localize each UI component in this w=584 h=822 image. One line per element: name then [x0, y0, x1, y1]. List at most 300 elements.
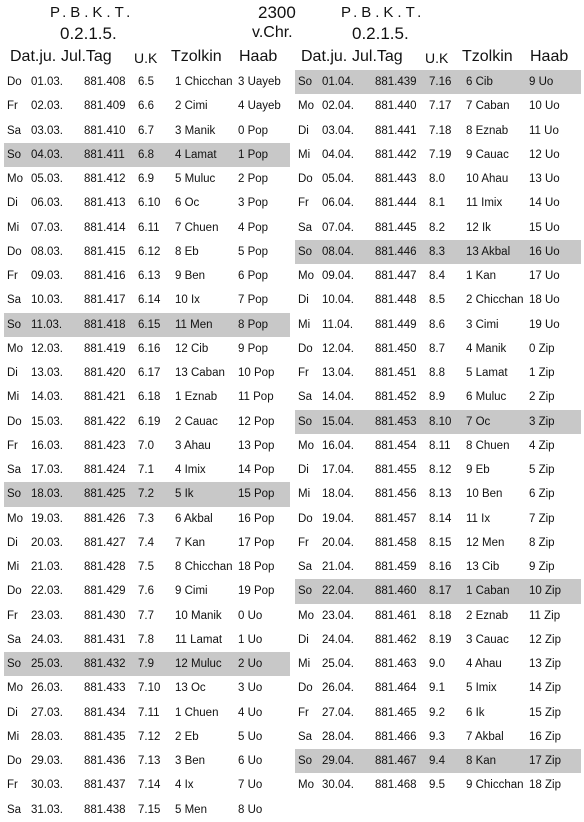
julian-day-cell: 881.439 — [375, 76, 417, 88]
haab-cell: 2 Pop — [238, 173, 269, 185]
weekday-cell: Do — [7, 415, 22, 428]
julian-day-cell: 881.422 — [84, 415, 126, 428]
tzolkin-cell: 12 Muluc — [175, 658, 222, 670]
tzolkin-cell: 8 Chicchan — [175, 561, 233, 573]
table-row — [295, 652, 581, 676]
haab-cell: 12 Uo — [529, 148, 560, 161]
date-cell: 06.04. — [322, 197, 354, 210]
header-uk: U.K — [134, 50, 158, 66]
date-cell: 01.03. — [31, 76, 63, 88]
haab-cell: 8 Zip — [529, 536, 555, 549]
weekday-cell: Di — [7, 197, 18, 210]
table-row — [295, 167, 581, 191]
haab-cell: 14 Uo — [529, 197, 560, 210]
table-row — [295, 264, 581, 288]
table-row — [4, 676, 290, 700]
table-row — [295, 361, 581, 385]
table-row — [4, 119, 290, 143]
haab-cell: 1 Pop — [238, 148, 269, 161]
weekday-cell: Mo — [7, 173, 23, 185]
table-row — [4, 555, 290, 579]
tzolkin-cell: 5 Muluc — [175, 173, 216, 185]
haab-cell: 15 Pop — [238, 488, 275, 501]
table-row — [295, 434, 581, 458]
weekday-cell: Mo — [298, 439, 314, 452]
weekday-cell: Mo — [7, 682, 23, 695]
julian-day-cell: 881.425 — [84, 488, 126, 501]
weekday-cell: Mo — [298, 270, 314, 282]
haab-cell: 12 Pop — [238, 415, 275, 428]
tzolkin-cell: 4 Imix — [175, 464, 206, 476]
date-cell: 12.04. — [322, 342, 354, 355]
header-tzolkin: Tzolkin — [171, 48, 222, 65]
date-cell: 08.03. — [31, 245, 63, 258]
uk-cell: 6.15 — [138, 318, 161, 331]
haab-cell: 16 Uo — [529, 245, 560, 258]
tzolkin-cell: 8 Kan — [466, 755, 497, 767]
header-jul: Jul.Tag — [352, 48, 403, 65]
weekday-cell: Sa — [7, 633, 22, 646]
date-cell: 10.04. — [322, 294, 354, 307]
julian-day-cell: 881.417 — [84, 294, 126, 307]
table-row — [4, 167, 290, 191]
tzolkin-cell: 10 Ix — [175, 294, 200, 307]
tzolkin-cell: 9 Cimi — [175, 585, 208, 598]
tzolkin-cell: 2 Eznab — [466, 609, 509, 622]
haab-cell: 11 Pop — [238, 391, 274, 404]
haab-cell: 8 Uo — [238, 803, 263, 816]
weekday-cell: Fr — [298, 706, 309, 719]
julian-day-cell: 881.413 — [84, 197, 126, 210]
header-dat: Dat.ju. — [301, 48, 348, 65]
julian-day-cell: 881.408 — [84, 76, 126, 88]
table-row — [4, 507, 290, 531]
date-cell: 22.04. — [322, 585, 354, 598]
julian-day-cell: 881.441 — [375, 124, 417, 137]
julian-day-cell: 881.451 — [375, 367, 417, 379]
tzolkin-cell: 7 Chuen — [175, 221, 219, 234]
weekday-cell: Do — [298, 512, 313, 525]
weekday-cell: Fr — [298, 367, 309, 379]
uk-cell: 8.6 — [429, 318, 445, 331]
uk-cell: 6.13 — [138, 270, 161, 282]
haab-cell: 0 Uo — [238, 609, 263, 622]
haab-cell: 6 Zip — [529, 488, 555, 501]
weekday-cell: Fr — [7, 779, 18, 792]
uk-cell: 8.2 — [429, 221, 445, 234]
date-cell: 06.03. — [31, 197, 63, 210]
weekday-cell: Sa — [298, 391, 313, 404]
weekday-cell: Sa — [7, 124, 22, 137]
table-row — [295, 94, 581, 118]
julian-day-cell: 881.466 — [375, 730, 417, 743]
julian-day-cell: 881.409 — [84, 100, 126, 113]
haab-cell: 4 Zip — [529, 439, 555, 452]
haab-cell: 10 Uo — [529, 100, 560, 113]
date-cell: 18.03. — [31, 488, 63, 501]
julian-day-cell: 881.433 — [84, 682, 126, 695]
table-row — [4, 701, 290, 725]
date-cell: 18.04. — [322, 488, 354, 501]
tzolkin-cell: 2 Chicchan — [466, 294, 524, 307]
tzolkin-cell: 13 Cib — [466, 561, 500, 573]
date-cell: 16.04. — [322, 439, 354, 452]
weekday-cell: Sa — [7, 464, 22, 476]
date-cell: 05.04. — [322, 173, 354, 185]
table-row — [295, 216, 581, 240]
date-cell: 03.03. — [31, 124, 63, 137]
date-cell: 14.03. — [31, 391, 63, 404]
haab-cell: 5 Pop — [238, 245, 269, 258]
uk-cell: 7.0 — [138, 439, 154, 452]
tzolkin-cell: 1 Kan — [466, 270, 497, 282]
tzolkin-cell: 7 Akbal — [466, 730, 504, 743]
uk-cell: 8.12 — [429, 464, 452, 476]
julian-day-cell: 881.464 — [375, 682, 417, 695]
weekday-cell: Fr — [7, 439, 18, 452]
uk-cell: 9.5 — [429, 779, 445, 792]
julian-day-cell: 881.421 — [84, 391, 126, 404]
uk-cell: 8.17 — [429, 585, 452, 598]
tzolkin-cell: 1 Chicchan — [175, 76, 233, 88]
tzolkin-cell: 10 Manik — [175, 609, 222, 622]
uk-cell: 7.1 — [138, 464, 154, 476]
weekday-cell: Di — [298, 633, 309, 646]
table-row — [295, 410, 581, 434]
julian-day-cell: 881.465 — [375, 706, 417, 719]
right-table — [295, 48, 581, 798]
tzolkin-cell: 3 Cauac — [466, 633, 509, 646]
haab-cell: 4 Uayeb — [238, 100, 281, 113]
haab-cell: 17 Zip — [529, 755, 561, 767]
julian-day-cell: 881.456 — [375, 488, 417, 501]
date-cell: 21.04. — [322, 561, 354, 573]
julian-day-cell: 881.429 — [84, 585, 126, 598]
table-row — [295, 313, 581, 337]
weekday-cell: Mo — [298, 100, 314, 113]
weekday-cell: Mi — [7, 391, 20, 404]
table-row — [295, 458, 581, 482]
tzolkin-cell: 9 Ben — [175, 270, 206, 282]
haab-cell: 15 Uo — [529, 221, 560, 234]
tzolkin-cell: 6 Muluc — [466, 391, 507, 404]
uk-cell: 6.5 — [138, 76, 154, 88]
table-row — [4, 434, 290, 458]
date-cell: 27.04. — [322, 706, 354, 719]
date-cell: 13.04. — [322, 367, 354, 379]
uk-cell: 9.1 — [429, 682, 445, 695]
haab-cell: 7 Pop — [238, 294, 269, 307]
table-row — [295, 531, 581, 555]
uk-cell: 7.6 — [138, 585, 154, 598]
date-cell: 29.04. — [322, 755, 354, 767]
julian-day-cell: 881.460 — [375, 585, 417, 598]
date-cell: 19.04. — [322, 512, 354, 525]
weekday-cell: So — [298, 76, 313, 88]
julian-day-cell: 881.430 — [84, 609, 126, 622]
tzolkin-cell: 5 Ik — [175, 488, 194, 501]
table-row — [4, 94, 290, 118]
uk-cell: 8.15 — [429, 536, 452, 549]
weekday-cell: Mo — [7, 512, 23, 525]
haab-cell: 14 Zip — [529, 682, 561, 695]
julian-day-cell: 881.467 — [375, 755, 417, 767]
haab-cell: 7 Zip — [529, 512, 555, 525]
tzolkin-cell: 3 Manik — [175, 124, 216, 137]
tzolkin-cell: 11 Ix — [466, 512, 491, 525]
haab-cell: 17 Uo — [529, 270, 560, 282]
julian-day-cell: 881.455 — [375, 464, 417, 476]
julian-day-cell: 881.431 — [84, 633, 126, 646]
julian-day-cell: 881.459 — [375, 561, 417, 573]
haab-cell: 10 Pop — [238, 367, 275, 379]
julian-day-cell: 881.434 — [84, 706, 126, 719]
weekday-cell: Fr — [298, 197, 309, 210]
tzolkin-cell: 7 Kan — [175, 536, 206, 549]
uk-cell: 8.0 — [429, 173, 445, 185]
uk-cell: 7.15 — [138, 803, 161, 816]
haab-cell: 5 Uo — [238, 730, 263, 743]
uk-cell: 7.10 — [138, 682, 161, 695]
uk-cell: 7.7 — [138, 609, 154, 622]
haab-cell: 17 Pop — [238, 536, 275, 549]
table-row — [295, 482, 581, 506]
table-row — [4, 410, 290, 434]
date-cell: 07.03. — [31, 221, 63, 234]
table-row — [4, 288, 290, 312]
haab-cell: 13 Zip — [529, 658, 561, 670]
date-cell: 15.03. — [31, 415, 63, 428]
date-cell: 27.03. — [31, 706, 63, 719]
uk-cell: 7.13 — [138, 755, 161, 767]
julian-day-cell: 881.420 — [84, 367, 126, 379]
julian-day-cell: 881.447 — [375, 270, 417, 282]
uk-cell: 9.4 — [429, 755, 445, 767]
table-row — [4, 216, 290, 240]
julian-day-cell: 881.415 — [84, 245, 126, 258]
uk-cell: 8.14 — [429, 512, 452, 525]
weekday-cell: Mi — [298, 488, 311, 501]
weekday-cell: Di — [298, 124, 309, 137]
date-cell: 02.04. — [322, 100, 354, 113]
date-cell: 03.04. — [322, 124, 354, 137]
date-cell: 04.03. — [31, 148, 63, 161]
uk-cell: 6.10 — [138, 197, 161, 210]
header-haab: Haab — [239, 48, 278, 65]
table-row — [4, 725, 290, 749]
table-row — [4, 458, 290, 482]
date-cell: 08.04. — [322, 245, 354, 258]
tzolkin-cell: 5 Men — [175, 803, 207, 816]
date-cell: 02.03. — [31, 100, 63, 113]
table-row — [4, 604, 290, 628]
weekday-cell: Mi — [7, 221, 20, 234]
weekday-cell: Mi — [7, 561, 20, 573]
header-haab: Haab — [530, 48, 569, 65]
uk-cell: 8.13 — [429, 488, 452, 501]
header-tzolkin: Tzolkin — [462, 48, 513, 65]
tzolkin-cell: 11 Imix — [466, 197, 503, 210]
julian-day-cell: 881.468 — [375, 779, 417, 792]
haab-cell: 6 Pop — [238, 270, 269, 282]
tzolkin-cell: 13 Caban — [175, 367, 225, 379]
tzolkin-cell: 13 Oc — [175, 682, 206, 695]
date-cell: 12.03. — [31, 342, 63, 355]
table-row — [4, 773, 290, 797]
uk-cell: 7.19 — [429, 148, 452, 161]
date-cell: 21.03. — [31, 561, 63, 573]
right-period-code: 0.2.1.5. — [352, 24, 409, 43]
tzolkin-cell: 4 Manik — [466, 342, 507, 355]
date-cell: 24.03. — [31, 633, 63, 646]
table-row — [4, 240, 290, 264]
table-row — [4, 337, 290, 361]
weekday-cell: Do — [298, 682, 313, 695]
weekday-cell: Do — [7, 585, 22, 598]
weekday-cell: So — [7, 488, 22, 501]
uk-cell: 8.19 — [429, 633, 452, 646]
table-row — [295, 143, 581, 167]
haab-cell: 1 Uo — [238, 633, 263, 646]
tzolkin-cell: 2 Eb — [175, 730, 199, 743]
julian-day-cell: 881.418 — [84, 318, 126, 331]
table-row — [4, 482, 290, 506]
date-cell: 30.04. — [322, 779, 354, 792]
right-period-title: P.B.K.T. — [341, 4, 426, 21]
left-column-header — [4, 48, 290, 70]
date-cell: 09.04. — [322, 270, 354, 282]
tzolkin-cell: 3 Cimi — [466, 318, 499, 331]
tzolkin-cell: 1 Chuen — [175, 706, 219, 719]
left-table — [4, 48, 290, 822]
uk-cell: 7.12 — [138, 730, 161, 743]
uk-cell: 7.14 — [138, 779, 161, 792]
table-row — [4, 264, 290, 288]
uk-cell: 6.12 — [138, 245, 161, 258]
header-uk: U.K — [425, 50, 449, 66]
tzolkin-cell: 6 Oc — [175, 197, 200, 210]
julian-day-cell: 881.416 — [84, 270, 126, 282]
tzolkin-cell: 3 Ben — [175, 755, 206, 767]
julian-day-cell: 881.449 — [375, 318, 417, 331]
tzolkin-cell: 10 Ben — [466, 488, 503, 501]
uk-cell: 6.11 — [138, 221, 160, 234]
date-cell: 26.04. — [322, 682, 354, 695]
tzolkin-cell: 6 Akbal — [175, 512, 213, 525]
date-cell: 01.04. — [322, 76, 354, 88]
table-row — [295, 604, 581, 628]
weekday-cell: So — [298, 245, 313, 258]
julian-day-cell: 881.450 — [375, 342, 417, 355]
uk-cell: 7.2 — [138, 488, 154, 501]
tzolkin-cell: 12 Ik — [466, 221, 491, 234]
weekday-cell: So — [7, 658, 22, 670]
weekday-cell: So — [7, 148, 22, 161]
julian-day-cell: 881.453 — [375, 415, 417, 428]
julian-day-cell: 881.427 — [84, 536, 126, 549]
date-cell: 19.03. — [31, 512, 63, 525]
weekday-cell: Sa — [7, 294, 22, 307]
table-row — [4, 70, 290, 94]
uk-cell: 8.18 — [429, 609, 452, 622]
julian-day-cell: 881.424 — [84, 464, 126, 476]
julian-day-cell: 881.432 — [84, 658, 126, 670]
julian-day-cell: 881.444 — [375, 197, 417, 210]
julian-day-cell: 881.414 — [84, 221, 126, 234]
haab-cell: 0 Zip — [529, 342, 555, 355]
table-row — [4, 191, 290, 215]
date-cell: 29.03. — [31, 755, 63, 767]
julian-day-cell: 881.410 — [84, 124, 126, 137]
date-cell: 30.03. — [31, 779, 63, 792]
table-row — [295, 507, 581, 531]
table-row — [4, 361, 290, 385]
julian-day-cell: 881.412 — [84, 173, 126, 185]
date-cell: 17.04. — [322, 464, 354, 476]
haab-cell: 18 Zip — [529, 779, 561, 792]
uk-cell: 7.16 — [429, 76, 452, 88]
weekday-cell: So — [7, 318, 22, 331]
tzolkin-cell: 11 Lamat — [175, 633, 223, 646]
julian-day-cell: 881.419 — [84, 342, 126, 355]
weekday-cell: Mi — [298, 148, 311, 161]
weekday-cell: Do — [7, 755, 22, 767]
uk-cell: 6.17 — [138, 367, 161, 379]
julian-day-cell: 881.438 — [84, 803, 126, 816]
haab-cell: 0 Pop — [238, 124, 269, 137]
tzolkin-cell: 3 Ahau — [175, 439, 211, 452]
date-cell: 16.03. — [31, 439, 63, 452]
tzolkin-cell: 8 Eb — [175, 245, 199, 258]
year-label: 2300 — [258, 3, 296, 22]
tzolkin-cell: 12 Cib — [175, 342, 209, 355]
uk-cell: 6.7 — [138, 124, 154, 137]
date-cell: 28.03. — [31, 730, 63, 743]
date-cell: 04.04. — [322, 148, 354, 161]
tzolkin-cell: 5 Lamat — [466, 367, 508, 379]
date-cell: 11.03. — [31, 318, 63, 331]
date-cell: 24.04. — [322, 633, 354, 646]
table-row — [295, 555, 581, 579]
haab-cell: 5 Zip — [529, 464, 555, 476]
table-row — [295, 676, 581, 700]
julian-day-cell: 881.437 — [84, 779, 126, 792]
uk-cell: 8.8 — [429, 367, 445, 379]
weekday-cell: Mi — [298, 658, 311, 670]
julian-day-cell: 881.411 — [84, 148, 125, 161]
haab-cell: 9 Zip — [529, 561, 555, 573]
julian-day-cell: 881.436 — [84, 755, 126, 767]
uk-cell: 8.5 — [429, 294, 445, 307]
uk-cell: 8.9 — [429, 391, 445, 404]
weekday-cell: Di — [7, 367, 18, 379]
header-dat: Dat.ju. — [10, 48, 57, 65]
date-cell: 15.04. — [322, 415, 354, 428]
table-row — [295, 191, 581, 215]
weekday-cell: Fr — [7, 270, 18, 282]
uk-cell: 7.3 — [138, 512, 154, 525]
haab-cell: 3 Pop — [238, 197, 269, 210]
weekday-cell: So — [298, 755, 313, 767]
tzolkin-cell: 13 Akbal — [466, 245, 511, 258]
haab-cell: 18 Pop — [238, 561, 275, 573]
table-row — [295, 385, 581, 409]
haab-cell: 18 Uo — [529, 294, 560, 307]
uk-cell: 6.6 — [138, 100, 154, 113]
julian-day-cell: 881.448 — [375, 294, 417, 307]
date-cell: 13.03. — [31, 367, 63, 379]
table-row — [295, 119, 581, 143]
